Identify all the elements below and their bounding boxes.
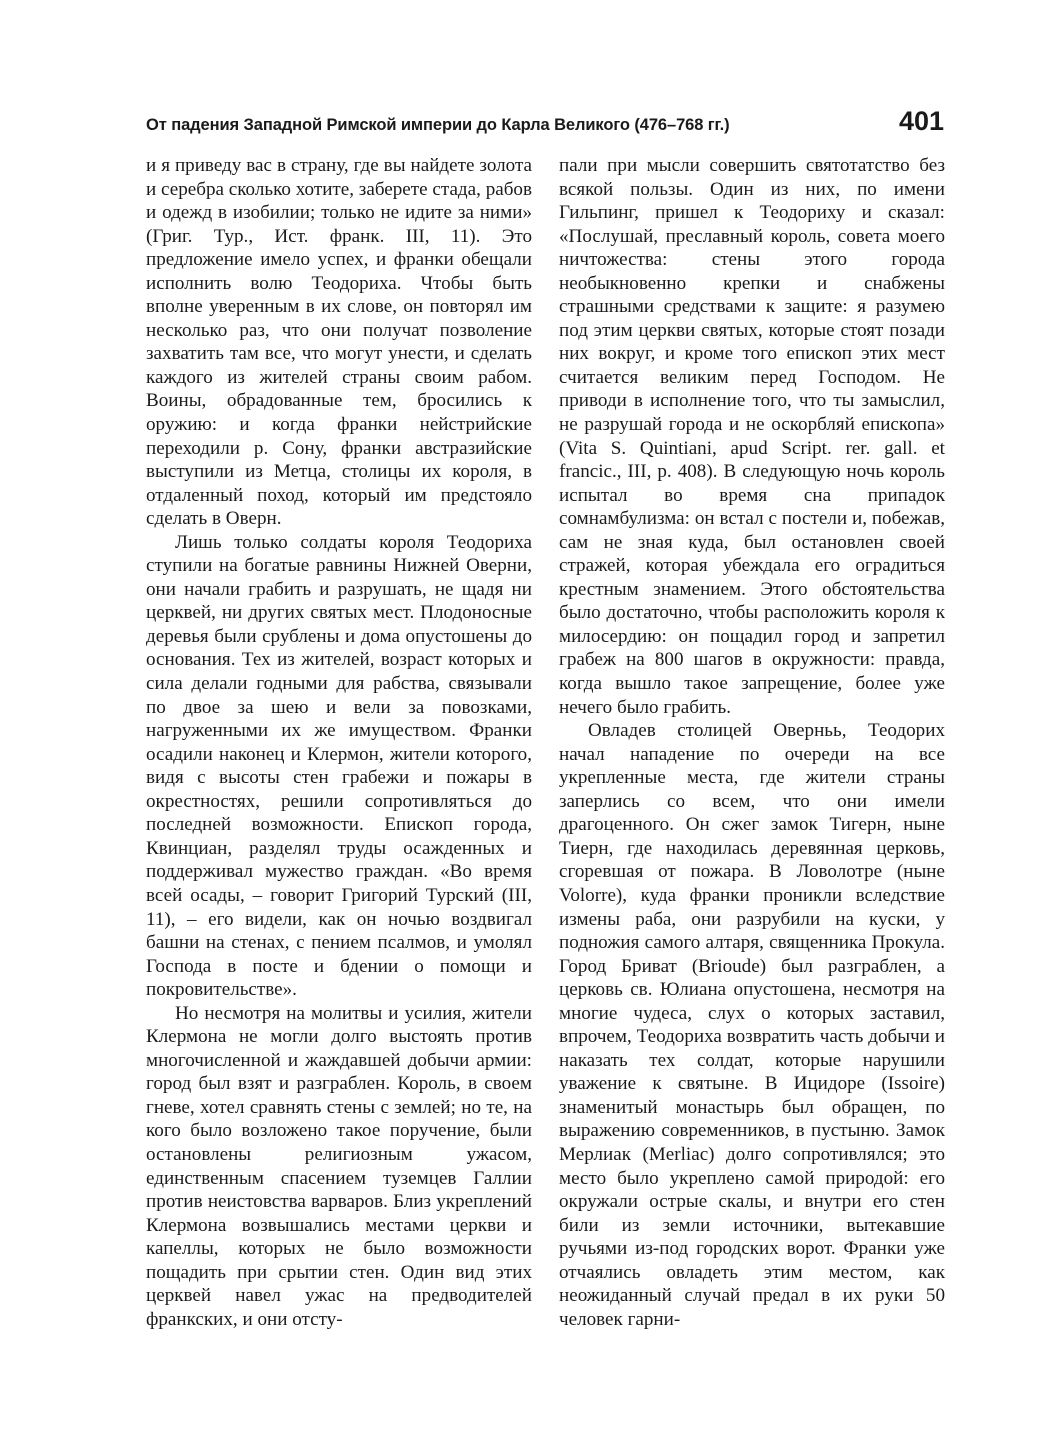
paragraph: Но несмотря на молитвы и усилия, жители Клермона не могли долго выстоять против многочисленной и жаждавшей добычи армии: город был взят и разграблен. Король, в своем гневе, хотел сравнять стены с землей; но те, на кого было возложено такое поручение, были остановлены религиозным ужасом, единственным спасением туземцев Галлии против неистовства варваров. Близ укреплений Клермона возвышались местами церкви и капеллы, которых не было возможности пощадить при срытии стен. Один вид этих церквей навел ужас на предводителей франкских, и они отсту- (146, 1002, 532, 1330)
paragraph: и я приведу вас в страну, где вы найдете золота и серебра сколько хотите, заберете стада, рабов и одежд в изобилии; только не идите за ними» (Григ. Тур., Ист. франк. III, 11). Это предложение имело успех, и франки обещали исполнить волю Теодориха. Чтобы быть вполне уверенным в их слове, он повторял им несколько раз, что они получат позволение захватить там все, что могут унести, и сделать каждого из жителей страны своим рабом. Воины, обрадованные тем, бросились к оружию: и когда франки нейстрийские переходили р. Сону, франки австразийские выступили из Метца, столицы их короля, в отдаленный поход, который им предстояло сделать в Оверн. (146, 155, 532, 530)
page-number: 401 (898, 106, 944, 136)
paragraph: пали при мысли совершить святотатство без всякой пользы. Один из них, по имени Гильпинг, пришел к Теодориху и сказал: «Послушай, преславный король, совета моего ничтожества: стены этого города необыкновенно крепки и снабжены страшными средствами к защите: я разумею под этим церкви святых, которые стоят позади них вокруг, и кроме того епископ этих мест считается великим перед Господом. Не приводи в исполнение того, что ты замыслил, не разрушай города и не оскорбляй епископа» (Vita S. Quintiani, apud Script. rer. gall. et francic., III, p. 408). В следующую ночь король испытал во время сна припадок сомнамбулизма: он встал с постели и, побежав, сам не зная куда, был остановлен своей стражей, которая убеждала его оградиться крестным знамением. Этого обстоятельства было достаточно, чтобы расположить короля к милосердию: он пощадил город и запретил грабеж на 800 шагов в окружности: правда, когда вышло такое запрещение, более уже нечего было грабить. (559, 155, 945, 718)
right-text-column (559, 154, 945, 1331)
paragraph: Лишь только солдаты короля Теодориха ступили на богатые равнины Нижней Оверни, они начали грабить и разрушать, не щадя ни церквей, ни других святых мест. Плодоносные деревья были срублены и дома опустошены до основания. Тех из жителей, возраст которых и сила делали годными для рабства, связывали по двое за шею и вели за повозками, нагруженными их же имуществом. Франки осадили наконец и Клермон, жители которого, видя с высоты стен грабежи и пожары в окрестностях, решили сопротивляться до последней возможности. Епископ города, Квинциан, разделял труды осажденных и поддерживал мужество граждан. «Во время всей осады, – говорит Григорий Турский (III, 11), – его видели, как он ночью воздвигал башни на стенах, с пением псалмов, и умолял Господа в посте и бдении о помощи и покровительстве». (146, 531, 532, 1001)
running-header-title: От падения Западной Римской империи до Карла Великого (476–768 гг.) (146, 116, 730, 134)
running-header (146, 106, 944, 150)
left-text-column (146, 154, 532, 1331)
paragraph: Овладев столицей Оверньь, Теодорих начал нападение по очереди на все укрепленные места, где жители страны заперлись со всем, что они имели драгоценного. Он сжег замок Тигерн, ныне Тиерн, где находилась деревянная церковь, сгоревшая от пожара. В Ловолотре (ныне Volorre), куда франки проникли вследствие измены раба, они разрубили на куски, у подножия самого алтаря, священника Прокула. Город Бриват (Brioude) был разграблен, а церковь св. Юлиана опустошена, несмотря на многие чудеса, слух о которых заставил, впрочем, Теодориха возвратить часть добычи и наказать тех солдат, которые нарушили уважение к святыне. В Ицидоре (Issoire) знаменитый монастырь был обращен, по выражению современников, в пустыню. Замок Мерлиак (Merliac) долго сопротивлялся; это место было укреплено самой природой: его окружали острые скалы, и внутри его стен били из земли источники, вытекавшие ручьями из-под городских ворот. Франки уже отчаялись овладеть этим местом, как неожиданный случай предал в их руки 50 человек гарни- (559, 720, 945, 1330)
